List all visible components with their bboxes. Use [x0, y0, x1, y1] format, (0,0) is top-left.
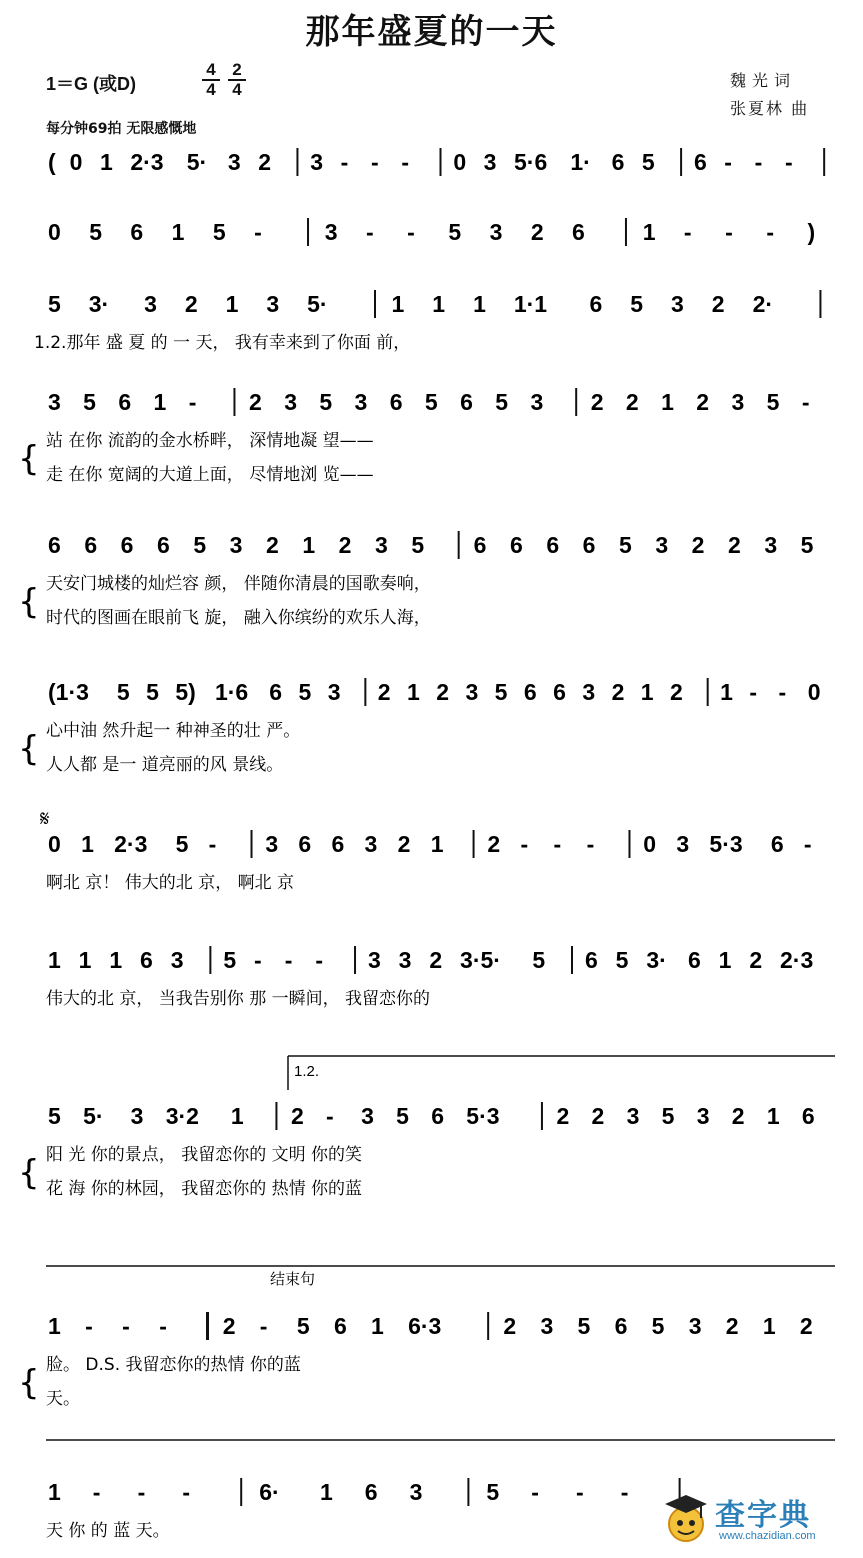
note: 2: [691, 532, 705, 558]
note: 6: [473, 532, 487, 558]
note: 5: [577, 1313, 591, 1339]
note: 3: [130, 1103, 144, 1129]
dash-extension: -: [188, 389, 197, 415]
dash-extension: -: [401, 149, 409, 175]
note: 3: [582, 679, 596, 705]
note: 3: [367, 947, 381, 973]
note: 1: [225, 291, 239, 317]
note: 1: [391, 291, 405, 317]
verse-brace: {: [18, 1153, 40, 1193]
note: 3: [465, 679, 479, 705]
dash-extension: -: [208, 831, 217, 857]
note: 3: [354, 389, 368, 415]
note: 3: [483, 149, 497, 175]
note: 2·3: [780, 947, 814, 973]
note: 6: [157, 532, 170, 558]
note: 5: [494, 679, 508, 705]
note: 3: [671, 291, 684, 317]
note: 6: [298, 831, 312, 857]
note: 0: [807, 679, 821, 705]
note: 0: [48, 831, 61, 857]
note: 3: [266, 291, 280, 317]
note: 2: [731, 1103, 745, 1129]
lyric-line: 脸。 D.S. 我留恋你的热情 你的蓝: [46, 1355, 301, 1375]
note: 5: [766, 389, 780, 415]
note: 2: [249, 389, 262, 415]
note: 6: [770, 831, 784, 857]
note: 3: [227, 149, 241, 175]
note: 2: [503, 1313, 517, 1339]
note: 1: [432, 291, 446, 317]
dash-extension: -: [754, 149, 763, 175]
note: 2: [222, 1313, 236, 1339]
note: 5: [212, 219, 226, 245]
note: 2: [711, 291, 725, 317]
note: 5: [800, 532, 814, 558]
note: 6: [389, 389, 403, 415]
note: 5: [495, 389, 509, 415]
note: 3: [364, 831, 378, 857]
song-title: 那年盛夏的一天: [305, 12, 558, 52]
note: 2: [670, 679, 683, 705]
note: 3: [265, 831, 279, 857]
note: 5: [223, 947, 237, 973]
note: 2: [799, 1313, 813, 1339]
watermark-brand: 查字典: [715, 1498, 811, 1533]
note: 6: [431, 1103, 445, 1129]
dash-extension: -: [259, 1313, 268, 1339]
note: 5: [424, 389, 438, 415]
note: 2: [429, 947, 443, 973]
dash-extension: -: [801, 389, 810, 415]
note: 5: [630, 291, 644, 317]
note: 2: [725, 1313, 739, 1339]
note: 2: [530, 219, 544, 245]
note: 2·3: [114, 831, 148, 857]
note: 6: [140, 947, 153, 973]
note: 3: [144, 291, 157, 317]
note: 1: [230, 1103, 244, 1129]
note: 1: [762, 1313, 776, 1339]
note: 6·: [259, 1479, 280, 1505]
note: 6: [118, 389, 132, 415]
note: 3: [688, 1313, 702, 1339]
note: 1·1: [513, 291, 548, 317]
note: 0: [643, 831, 657, 857]
note: 2: [397, 831, 411, 857]
dash-extension: -: [725, 219, 733, 245]
time-signature-4-4: 4 4: [200, 62, 222, 98]
note: (1·3: [48, 679, 89, 705]
dash-extension: -: [122, 1313, 130, 1339]
verse-brace: {: [18, 729, 40, 769]
note: 1: [48, 947, 61, 973]
dash-extension: -: [365, 219, 374, 245]
lyric-line: 1.2.那年 盛 夏 的 一 天， 我有幸来到了你面 前，: [34, 333, 411, 353]
lyricist-credit: 魏光词: [730, 71, 797, 90]
lyric-line: 走 在你 宽阔的大道上面， 尽情地浏 览——: [46, 465, 374, 485]
note: 0: [453, 149, 467, 175]
note: 6: [546, 532, 560, 558]
note: 2: [590, 389, 604, 415]
note: 1: [718, 947, 732, 973]
note: 1: [766, 1103, 780, 1129]
note: 2: [556, 1103, 570, 1129]
note: 6: [84, 532, 98, 558]
note: 2: [290, 1103, 304, 1129]
note: 2: [266, 532, 279, 558]
watermark-logo: [655, 1488, 855, 1554]
tempo-marking: 每分钟69拍 无限感慨地: [46, 121, 197, 137]
note: 1·: [570, 149, 591, 175]
note: 2: [749, 947, 763, 973]
dash-extension: -: [778, 679, 787, 705]
note: 1: [473, 291, 486, 317]
note: 3: [626, 1103, 640, 1129]
note: 5: [296, 1313, 310, 1339]
dash-extension: -: [254, 947, 262, 973]
note: 5: [146, 679, 159, 705]
note: 6: [130, 219, 144, 245]
note: 5: [48, 291, 61, 317]
dash-extension: -: [576, 1479, 584, 1505]
note: 5·: [186, 149, 208, 175]
dash-extension: -: [553, 831, 562, 857]
note: 6: [364, 1479, 378, 1505]
note: 5: [48, 1103, 61, 1129]
note: 3·5·: [460, 947, 501, 973]
note: 5): [175, 679, 196, 705]
note: 1: [153, 389, 167, 415]
note: 5·6: [514, 149, 548, 175]
note: 3: [409, 1479, 423, 1505]
note: 1: [171, 219, 185, 245]
note: 2: [184, 291, 198, 317]
note: 6: [582, 532, 596, 558]
note: 6: [331, 831, 345, 857]
note: 5: [486, 1479, 500, 1505]
note: 1·6: [214, 679, 249, 705]
note: 1: [48, 1479, 61, 1505]
note: 5: [89, 219, 103, 245]
note: 5: [319, 389, 333, 415]
dash-extension: -: [531, 1479, 539, 1505]
note: 5: [175, 831, 189, 857]
note: 6: [269, 679, 283, 705]
note: 2·3: [130, 149, 164, 175]
note: 2: [436, 679, 450, 705]
note: 1: [48, 1313, 61, 1339]
lyric-line: 啊北 京！ 伟大的北 京， 啊北 京: [46, 873, 295, 893]
note: 2: [338, 532, 352, 558]
note: 1: [371, 1313, 384, 1339]
note: 6: [523, 679, 537, 705]
note: 6: [120, 532, 134, 558]
verse-brace: {: [18, 582, 40, 622]
lyric-line: 时代的图画在眼前飞 旋， 融入你缤纷的欢乐人海，: [46, 608, 431, 628]
note: 5: [618, 532, 632, 558]
verse-brace: {: [18, 1363, 40, 1403]
note: 6: [48, 532, 61, 558]
note: 2: [258, 149, 272, 175]
dash-extension: -: [182, 1479, 191, 1505]
note: 5: [651, 1313, 665, 1339]
note: 3: [170, 947, 184, 973]
key-signature: 1＝G (或D): [46, 74, 136, 94]
lyric-line: 阳 光 你的景点， 我留恋你的 文明 你的笑: [46, 1145, 363, 1165]
dash-extension: -: [749, 679, 758, 705]
note: 3: [48, 389, 61, 415]
dash-extension: -: [340, 149, 349, 175]
note: 1: [81, 831, 94, 857]
note: 5·3: [709, 831, 743, 857]
note: 5: [615, 947, 629, 973]
note: 2: [696, 389, 710, 415]
note: (: [48, 149, 56, 175]
note: 2: [377, 679, 391, 705]
note: 1: [320, 1479, 333, 1505]
note: 3: [327, 679, 341, 705]
note: 2: [625, 389, 639, 415]
lyric-line: 天。: [46, 1389, 80, 1409]
note: 5: [83, 389, 96, 415]
composer-credit: 张夏林 曲: [730, 99, 810, 118]
note: 6: [687, 947, 701, 973]
dash-extension: -: [254, 219, 262, 245]
dash-extension: -: [784, 149, 793, 175]
dash-extension: -: [315, 947, 324, 973]
note: 1: [640, 679, 654, 705]
lyric-line: 天 你 的 蓝 天。: [46, 1521, 170, 1541]
lyric-line: 人人都 是一 道亮丽的风 景线。: [46, 755, 284, 775]
time-signature-2-4: 2 4: [226, 62, 248, 98]
note: 5: [298, 679, 312, 705]
note: 3: [229, 532, 243, 558]
note: 6: [460, 389, 473, 415]
note: 2·: [752, 291, 774, 317]
note: 3: [375, 532, 388, 558]
dash-extension: -: [803, 831, 812, 857]
note: 5: [411, 532, 425, 558]
note: 1: [642, 219, 656, 245]
volta-label: 1.2.: [294, 1063, 320, 1080]
note: 6: [509, 532, 523, 558]
dash-extension: -: [159, 1313, 167, 1339]
note: 3: [676, 831, 690, 857]
note: 5: [448, 219, 462, 245]
segno-sign: 𝄋: [40, 806, 50, 831]
dash-extension: -: [92, 1479, 101, 1505]
note: 6: [693, 149, 707, 175]
dash-extension: -: [724, 149, 732, 175]
dash-extension: -: [85, 1313, 93, 1339]
note: 2: [611, 679, 625, 705]
note: 1: [100, 149, 113, 175]
note: 6: [614, 1313, 628, 1339]
note: 6: [333, 1313, 347, 1339]
note: 3·: [88, 291, 110, 317]
dash-extension: -: [370, 149, 379, 175]
note: 5: [641, 149, 655, 175]
note: 5·: [83, 1103, 104, 1129]
lyric-line: 伟大的北 京， 当我告别你 那 一瞬间， 我留恋你的: [46, 989, 431, 1009]
note: 5·3: [466, 1103, 500, 1129]
note: 3: [361, 1103, 374, 1129]
dash-extension: -: [407, 219, 415, 245]
note: 2: [727, 532, 741, 558]
dash-extension: -: [137, 1479, 146, 1505]
note: 6: [589, 291, 603, 317]
note: ): [807, 219, 816, 245]
note: 6: [553, 679, 566, 705]
dash-extension: -: [683, 219, 692, 245]
note: 3: [731, 389, 745, 415]
note: 3·2: [165, 1103, 199, 1129]
note: 3: [310, 149, 324, 175]
note: 3: [530, 389, 544, 415]
note: 3: [764, 532, 778, 558]
note: 0: [69, 149, 83, 175]
note: 3: [398, 947, 412, 973]
dash-extension: -: [520, 831, 529, 857]
note: 6: [572, 219, 585, 245]
lyric-line: 天安门城楼的灿烂容 颜， 伴随你清晨的国歌奏响，: [46, 574, 431, 594]
note: 2: [487, 831, 501, 857]
dash-extension: -: [586, 831, 595, 857]
dash-extension: -: [326, 1103, 334, 1129]
note: 1: [661, 389, 674, 415]
note: 2: [591, 1103, 605, 1129]
note: 6: [611, 149, 625, 175]
note: 3: [540, 1313, 554, 1339]
note: 6: [801, 1103, 815, 1129]
note: 1: [109, 947, 123, 973]
note: 5: [532, 947, 546, 973]
note: 0: [48, 219, 61, 245]
note: 3: [324, 219, 338, 245]
note: 5: [661, 1103, 675, 1129]
note: 5: [116, 679, 130, 705]
note: 6: [584, 947, 598, 973]
note: 1: [78, 947, 92, 973]
note: 5: [193, 532, 207, 558]
note: 1: [407, 679, 420, 705]
note: 3: [284, 389, 297, 415]
note: 3: [655, 532, 669, 558]
lyric-line: 花 海 你的林园， 我留恋你的 热情 你的蓝: [46, 1179, 363, 1199]
dash-extension: -: [766, 219, 775, 245]
graduation-cap-icon: [661, 1490, 711, 1546]
note: 1: [430, 831, 444, 857]
dash-extension: -: [284, 947, 293, 973]
coda-label: 结束句: [270, 1271, 316, 1288]
dash-extension: -: [620, 1479, 629, 1505]
note: 3: [696, 1103, 710, 1129]
watermark-url: www.chazidian.com: [719, 1530, 816, 1542]
note: 5·: [307, 291, 328, 317]
note: 1: [720, 679, 733, 705]
lyric-line: 心中油 然升起一 种神圣的壮 严。: [46, 721, 301, 741]
verse-brace: {: [18, 439, 40, 479]
lyric-line: 站 在你 流韵的金水桥畔， 深情地凝 望——: [46, 431, 374, 451]
note: 6·3: [408, 1313, 442, 1339]
note: 3·: [646, 947, 667, 973]
note: 3: [489, 219, 503, 245]
note: 5: [396, 1103, 409, 1129]
note: 1: [302, 532, 316, 558]
